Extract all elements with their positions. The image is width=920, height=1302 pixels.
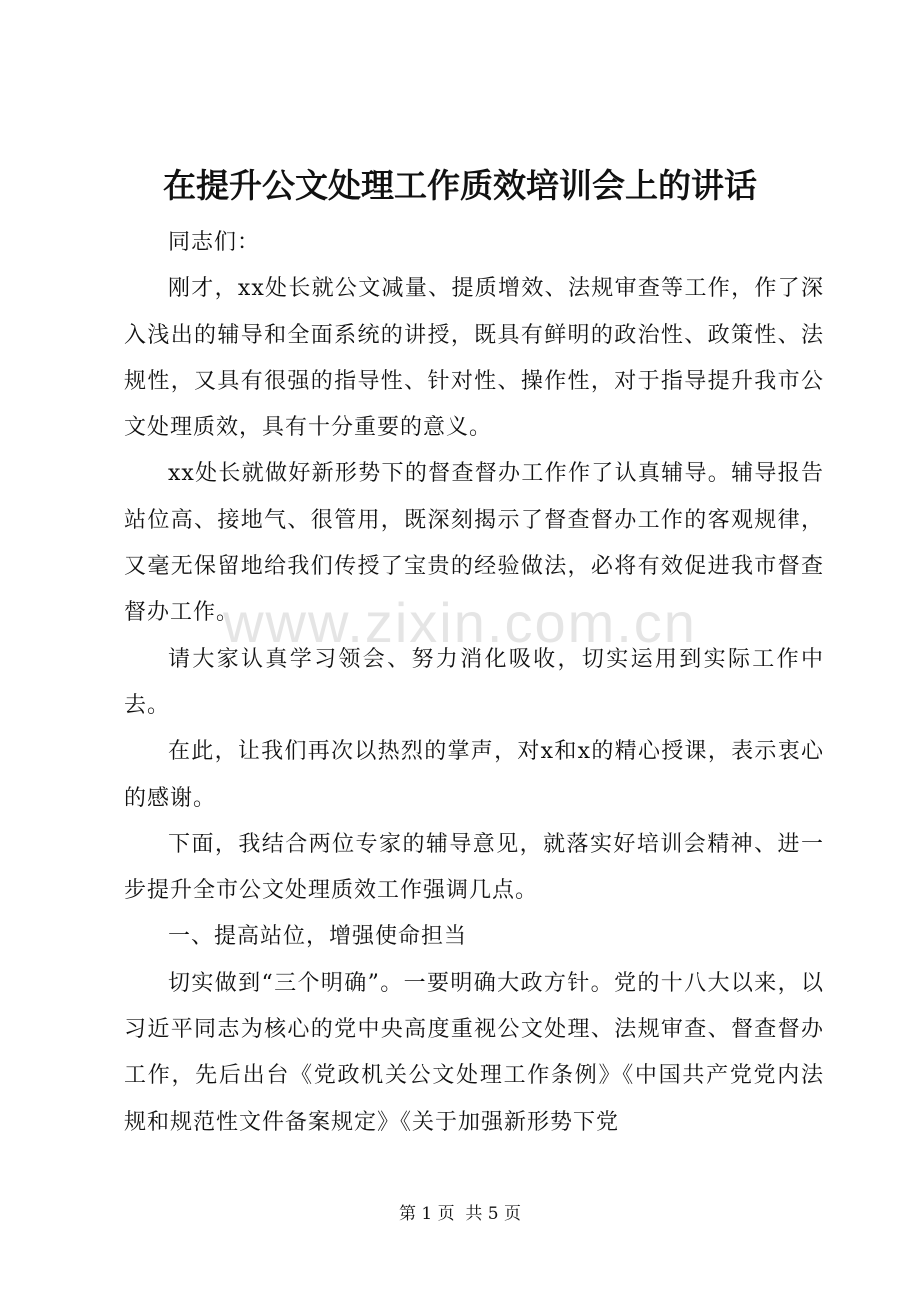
page-footer	[0, 1200, 920, 1228]
paragraph-5: 下面，我结合两位专家的辅导意见，就落实好培训会精神、进一步提升全市公文处理质效工作强调几点。	[124, 831, 824, 904]
paragraph-3: 请大家认真学习领会、努力消化吸收，切实运用到实际工作中去。	[124, 646, 824, 718]
document-title: 在提升公文处理工作质效培训会上的讲话	[163, 166, 757, 205]
paragraph-2: xx处长就做好新形势下的督查督办工作作了认真辅导。辅导报告站位高、接地气、很管用，既深刻揭示了督查督办工作的客观规律，又毫无保留地给我们传授了宝贵的经验做法，必将有效促进我市督查督办工作。	[124, 461, 824, 626]
paragraph-6: 切实做到“三个明确”。一要明确大政方针。党的十八大以来，以习近平同志为核心的党中央高度重视公文处理、法规审查、督查督办工作，先后出台《党政机关公文处理工作条例》《中国共产党党内法规和规范性文件备案规定》《关于加强新形势下党	[124, 970, 824, 1135]
document-body	[124, 220, 824, 1146]
section-heading-1: 一、提高站位，增强使命担当	[168, 924, 468, 950]
paragraph-4: 在此，让我们再次以热烈的掌声，对x和x的精心授课，表示衷心的感谢。	[124, 739, 824, 811]
watermark-text: www.zixin.com.cn	[223, 591, 697, 654]
paragraph-salutation: 同志们：	[168, 230, 261, 255]
page-number-label: 第 1 页 共 5 页	[398, 1204, 522, 1224]
paragraph-1: 刚才，xx处长就公文减量、提质增效、法规审查等工作，作了深入浅出的辅导和全面系统的讲授，既具有鲜明的政治性、政策性、法规性，又具有很强的指导性、针对性、操作性，对于指导提升我市公文处理质效，具有十分重要的意义。	[124, 276, 824, 441]
